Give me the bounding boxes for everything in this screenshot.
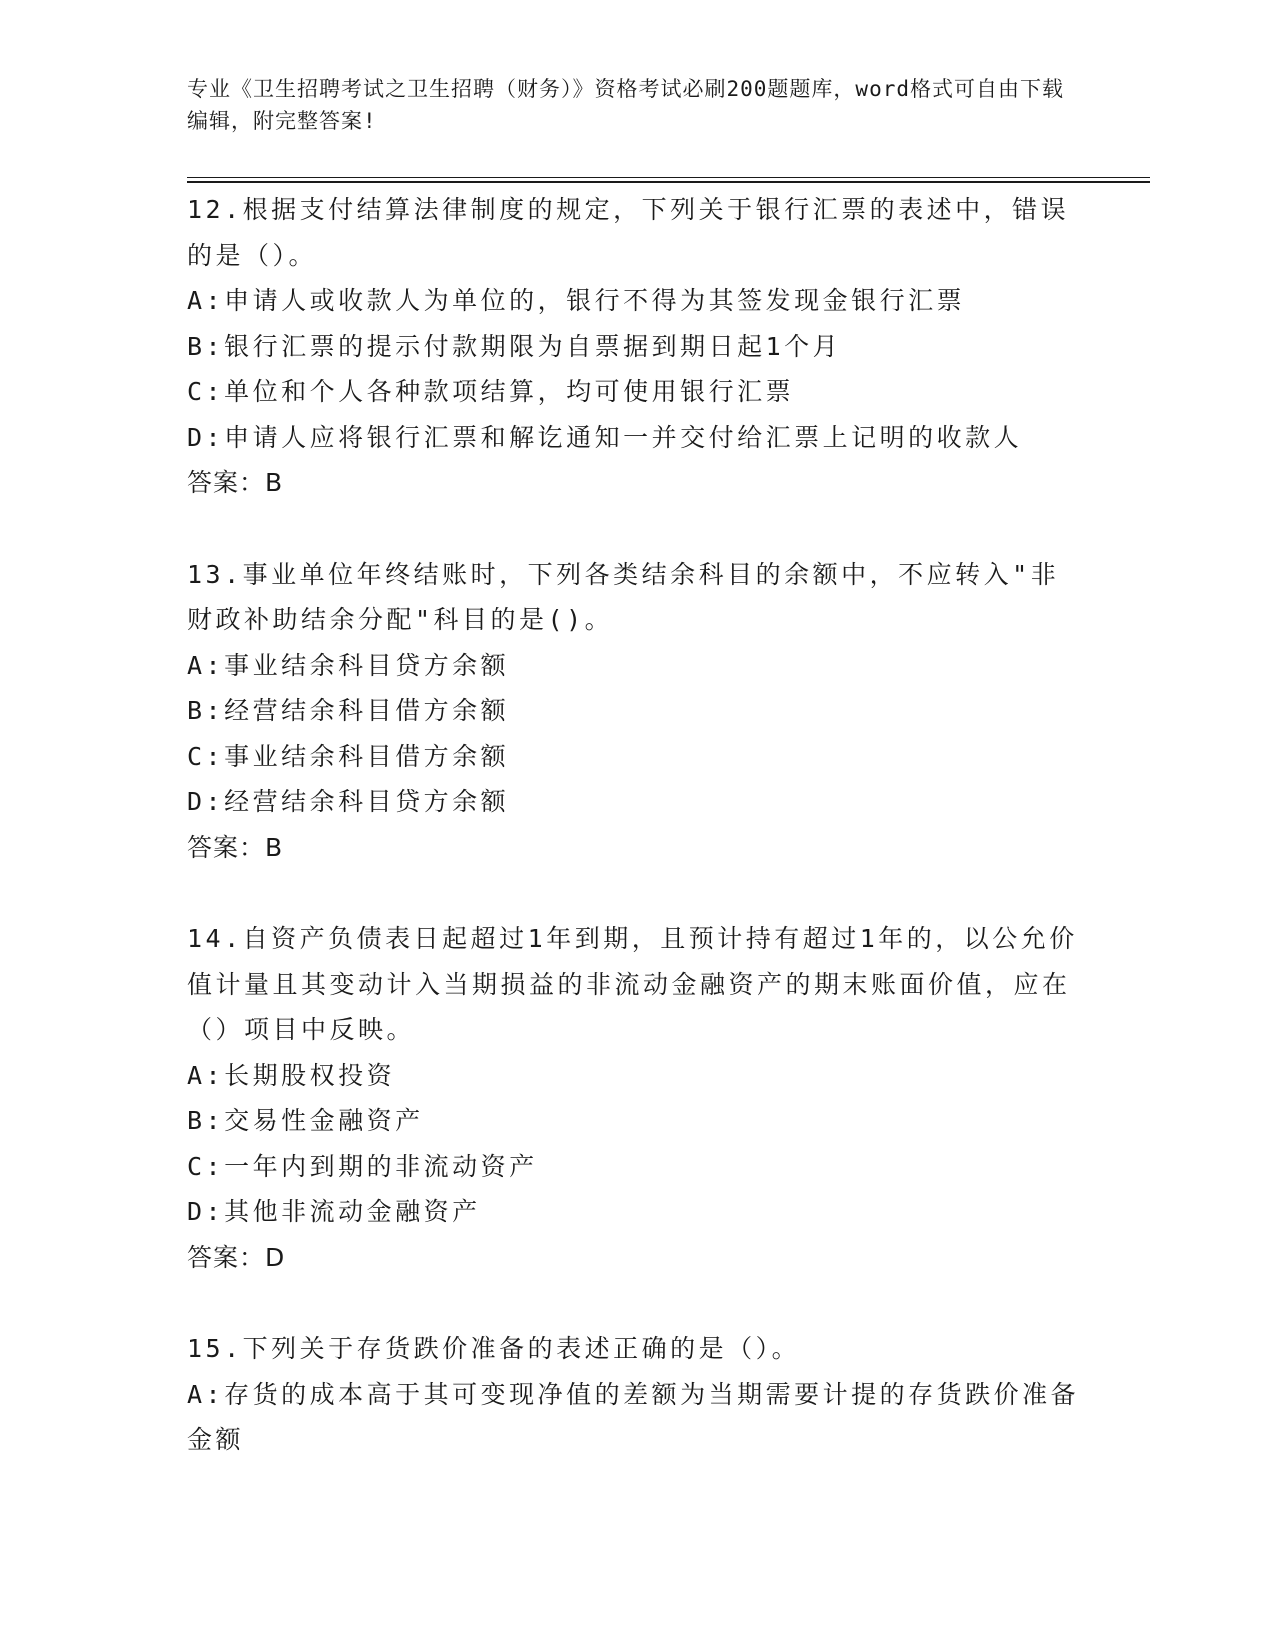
- question-14: [187, 916, 1087, 1280]
- header-divider-thin: [187, 177, 1150, 178]
- option-d: D:经营结余科目贷方余额: [187, 787, 510, 816]
- header-divider-thick: [187, 181, 1150, 183]
- option-c: C:事业结余科目借方余额: [187, 741, 510, 771]
- answer-line: 答案：B: [187, 468, 284, 497]
- option-a: A:申请人或收款人为单位的，银行不得为其签发现金银行汇票: [187, 286, 966, 315]
- option-a: A:存货的成本高于其可变现净值的差额为当期需要计提的存货跌价准备金额: [187, 1379, 1080, 1454]
- option-b: B:银行汇票的提示付款期限为自票据到期日起1个月: [187, 331, 842, 361]
- option-b: B:经营结余科目借方余额: [187, 696, 510, 725]
- answer-line: 答案：D: [187, 1242, 286, 1272]
- answer-line: 答案：B: [187, 832, 284, 862]
- document-header: 专业《卫生招聘考试之卫生招聘（财务）》资格考试必刷200题题库，word格式可自由下载编辑，附完整答案!: [187, 77, 1064, 133]
- question-13: [187, 552, 1087, 871]
- question-stem: 15.下列关于存货跌价准备的表述正确的是（）。: [187, 1334, 801, 1363]
- question-12: [187, 187, 1087, 506]
- option-a: A:长期股权投资: [187, 1060, 396, 1090]
- question-stem: 13.事业单位年终结账时，下列各类结余科目的余额中，不应转入"非财政补助结余分配"科目的是()。: [187, 559, 1060, 634]
- option-c: C:单位和个人各种款项结算，均可使用银行汇票: [187, 377, 795, 406]
- question-stem: 12.根据支付结算法律制度的规定，下列关于银行汇票的表述中，错误的是（）。: [187, 195, 1070, 270]
- question-stem: 14.自资产负债表日起超过1年到期，且预计持有超过1年的，以公允价值计量且其变动计入当期损益的非流动金融资产的期末账面价值，应在（）项目中反映。: [187, 924, 1078, 1044]
- option-c: C:一年内到期的非流动资产: [187, 1151, 538, 1181]
- option-a: A:事业结余科目贷方余额: [187, 650, 510, 680]
- question-15: [187, 1326, 1087, 1463]
- option-d: D:其他非流动金融资产: [187, 1197, 481, 1226]
- question-list: [187, 187, 1087, 1463]
- option-b: B:交易性金融资产: [187, 1106, 424, 1135]
- option-d: D:申请人应将银行汇票和解讫通知一并交付给汇票上记明的收款人: [187, 422, 1023, 452]
